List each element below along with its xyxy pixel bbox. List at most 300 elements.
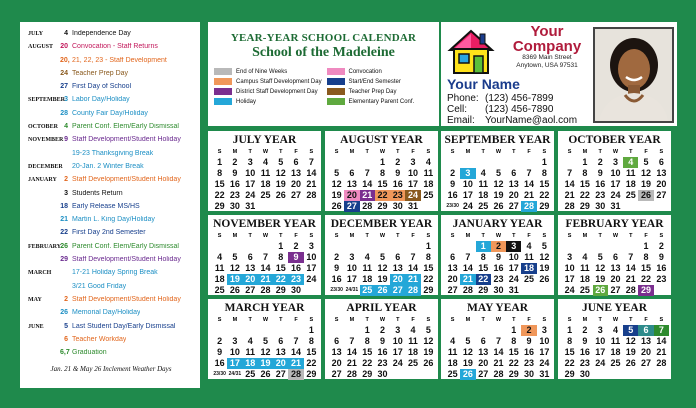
day-cell (593, 241, 608, 252)
day-cell: 6 (612, 252, 618, 262)
day-cell: 3 (410, 157, 416, 167)
weekday-header: S (567, 149, 572, 155)
day-cell: 24 (392, 358, 403, 368)
day-cell: 5 (425, 325, 431, 335)
month-calendar (325, 215, 438, 295)
event-row (28, 110, 194, 123)
day-cell: 26 (375, 285, 390, 296)
weekday-header: T (365, 233, 369, 239)
day-cell (562, 157, 577, 168)
day-cell: 22 (508, 358, 519, 368)
day-grid (329, 317, 436, 380)
weekday-header: F (294, 317, 298, 323)
events-list (28, 30, 194, 362)
weekday-header: S (217, 149, 222, 155)
event-text: Independence Day (72, 30, 131, 37)
month-title: NOVEMBER YEAR (213, 218, 316, 230)
day-cell (521, 157, 536, 168)
weekday-header: F (411, 317, 415, 323)
weekday-header: W (495, 233, 502, 239)
weekday-header: T (598, 149, 602, 155)
day-cell: 12 (260, 347, 271, 357)
event-row (28, 163, 194, 176)
day-cell: 14 (408, 263, 419, 273)
weekday-header: T (279, 233, 283, 239)
day-cell: 14 (524, 179, 535, 189)
weekday-header: S (426, 149, 431, 155)
day-cell: 26 (229, 285, 240, 295)
month-calendar (208, 131, 321, 211)
day-cell: 6 (658, 157, 664, 167)
month-title: MAY YEAR (466, 302, 528, 314)
day-cell: 12 (229, 263, 240, 273)
phone-number: (123) 456-7899 (485, 93, 554, 104)
weekday-header: S (426, 317, 431, 323)
day-cell: 5 (278, 157, 284, 167)
day-cell: 1 (582, 157, 588, 167)
weekday-header: M (349, 317, 355, 323)
weekday-header: T (512, 317, 516, 323)
day-cell: 23 (390, 190, 405, 201)
day-cell: 20 (390, 274, 405, 285)
day-cell: 4 (425, 157, 431, 167)
event-text: Parent Conf. Elem/Early Dismissal (72, 242, 179, 250)
day-cell: 21 (288, 358, 303, 369)
day-cell: 24 (539, 358, 550, 368)
day-cell: 21 (656, 347, 667, 357)
day-cell (212, 241, 227, 252)
weekday-header: W (495, 317, 502, 323)
event-row (28, 176, 194, 189)
day-cell: 12 (423, 336, 434, 346)
day-cell: 9 (379, 336, 385, 346)
calendar-title: YEAR-YEAR SCHOOL CALENDAR (230, 32, 417, 44)
day-cell: 4 (247, 336, 253, 346)
day-cell: 6 (638, 325, 653, 336)
contact-name: Your Name (447, 76, 520, 92)
day-cell: 19 (423, 347, 434, 357)
day-cell: 8 (379, 168, 385, 178)
day-grid (445, 149, 552, 212)
day-cell: 6 (334, 336, 340, 346)
day-cell: 19 (462, 358, 473, 368)
event-day: 2 (64, 176, 68, 184)
day-cell: 13 (447, 263, 458, 273)
day-cell (445, 325, 460, 336)
weekday-header: W (495, 149, 502, 155)
event-row (28, 216, 194, 229)
event-text: Staff Development/Student Holiday (72, 136, 181, 144)
weekday-header: S (309, 149, 314, 155)
day-cell: 26 (593, 285, 608, 296)
day-cell: 26 (423, 358, 434, 368)
month-title: DECEMBER YEAR (330, 218, 433, 230)
day-cell: 11 (610, 336, 621, 346)
month-calendar (558, 299, 671, 379)
event-month: NOVEMBER (28, 137, 64, 144)
event-row (28, 269, 194, 282)
day-cell: 18 (610, 347, 621, 357)
legend-label: Teacher Prep Day (348, 88, 397, 95)
day-cell: 6 (480, 336, 486, 346)
weekday-header: M (582, 317, 588, 323)
event-text: Convocation - Staff Returns (72, 43, 158, 51)
day-cell (445, 241, 460, 252)
weekday-header: M (582, 149, 588, 155)
event-day: 24 (60, 69, 68, 77)
legend-item (214, 68, 323, 75)
weekday-header: W (612, 149, 619, 155)
day-cell: 10 (346, 263, 357, 273)
day-cell (227, 241, 242, 252)
day-cell: 25 (408, 358, 419, 368)
day-cell: 21 (306, 179, 317, 189)
day-cell: 10 (392, 336, 403, 346)
day-cell: 21 (346, 358, 357, 368)
day-cell (227, 325, 242, 336)
day-cell (506, 157, 521, 168)
month-title: JULY YEAR (232, 134, 297, 146)
event-row (28, 283, 194, 296)
day-cell: 9 (526, 336, 532, 346)
house-logo-icon (446, 28, 496, 76)
day-cell: 11 (408, 336, 418, 346)
event-month: JULY (28, 31, 44, 37)
event-day: 22 (60, 229, 68, 237)
day-cell: 11 (260, 168, 271, 178)
day-cell: 17 (595, 347, 606, 357)
day-cell: 22 (579, 190, 590, 200)
day-grid (562, 149, 669, 212)
day-cell: 13 (656, 168, 667, 178)
day-cell: 17 (346, 274, 357, 284)
day-cell: 25 (579, 285, 590, 295)
day-cell: 20 (291, 179, 302, 189)
event-row (28, 229, 194, 242)
day-cell: 19 (275, 179, 286, 189)
day-cell: 5 (262, 336, 268, 346)
day-cell: 27 (275, 369, 286, 379)
day-cell: 12 (493, 179, 504, 189)
event-row (28, 96, 194, 109)
day-cell: 28 (405, 285, 420, 296)
day-cell: 30 (493, 285, 504, 295)
day-cell: 13 (392, 263, 403, 273)
day-cell: 13 (245, 263, 256, 273)
event-day: 18 (60, 202, 68, 210)
day-cell: 20 (331, 358, 342, 368)
day-cell: 15 (275, 263, 286, 273)
day-cell: 2 (395, 157, 401, 167)
event-text: 20-Jan. 2 Winter Break (72, 162, 144, 170)
day-cell: 26 (331, 201, 342, 211)
month-title: MARCH YEAR (224, 302, 305, 314)
day-cell: 24 (508, 274, 519, 284)
day-grid (445, 317, 552, 380)
day-cell: 8 (364, 336, 370, 346)
company-address: 8369 Main Street Anytown, USA 97531 (516, 54, 578, 69)
event-row (28, 70, 194, 83)
legend-label: Elementary Parent Conf. (348, 98, 415, 105)
day-cell: 16 (493, 263, 504, 273)
day-cell: 27 (641, 358, 652, 368)
weekday-header: F (644, 149, 648, 155)
day-cell: 29 (423, 285, 434, 295)
legend-swatch (327, 88, 345, 95)
day-cell: 23/30 (213, 371, 226, 377)
day-cell (460, 241, 475, 252)
weekday-header: M (465, 149, 471, 155)
day-cell: 14 (493, 347, 504, 357)
day-cell: 15 (539, 179, 550, 189)
day-cell: 28 (306, 190, 317, 200)
month-calendar (441, 299, 554, 379)
event-month: JUNE (28, 323, 44, 330)
day-cell: 2 (582, 325, 588, 335)
weekday-header: W (379, 233, 386, 239)
inclement-weather-note: Jan. 21 & May 26 Inclement Weather Days (50, 365, 172, 374)
day-cell: 6 (450, 252, 456, 262)
day-cell: 3 (395, 325, 401, 335)
day-cell: 27 (344, 201, 359, 212)
day-cell: 5 (597, 252, 603, 262)
day-cell: 27 (656, 190, 667, 200)
day-cell: 6 (278, 336, 284, 346)
day-cell: 28 (625, 285, 636, 295)
event-text: Staff Development/Student Holiday (72, 295, 181, 303)
event-row (28, 349, 194, 362)
day-cell: 13 (346, 179, 357, 189)
event-row (28, 123, 194, 136)
month-title: FEBRUARY YEAR (565, 218, 664, 230)
day-cell: 20 (508, 190, 519, 200)
day-cell: 24 (595, 358, 606, 368)
day-cell: 8 (278, 252, 284, 262)
day-cell: 1 (643, 241, 649, 251)
day-cell: 21 (405, 274, 420, 285)
day-cell: 7 (526, 168, 532, 178)
day-cell: 18 (408, 347, 419, 357)
weekday-header: S (542, 149, 547, 155)
weekday-header: M (349, 233, 355, 239)
day-cell: 7 (410, 252, 416, 262)
day-cell: 13 (331, 347, 342, 357)
day-cell: 3 (506, 241, 521, 252)
weekday-header: F (294, 149, 298, 155)
day-cell: 7 (465, 252, 471, 262)
day-cell: 10 (306, 252, 317, 262)
profile-photo (593, 27, 674, 123)
legend-swatch (327, 68, 345, 75)
day-cell: 15 (478, 263, 489, 273)
day-cell: 5 (334, 168, 340, 178)
event-text: Memorial Day/Holiday (72, 309, 141, 317)
business-card-panel (441, 22, 677, 126)
day-cell: 23 (524, 358, 535, 368)
day-cell (212, 325, 227, 336)
weekday-header: S (217, 233, 222, 239)
day-cell: 11 (580, 263, 590, 273)
day-cell: 15 (641, 263, 652, 273)
legend-item (214, 78, 323, 85)
day-cell: 29 (275, 285, 286, 295)
day-cell: 23/30 (446, 203, 459, 209)
day-cell: 10 (229, 347, 240, 357)
event-text: Staff Development/Student Holiday (72, 256, 181, 264)
event-row (28, 323, 194, 336)
day-cell: 2 (232, 157, 238, 167)
day-cell: 13 (291, 168, 302, 178)
event-day: 4 (64, 30, 68, 37)
day-cell: 25 (214, 285, 225, 295)
weekday-header: S (334, 149, 339, 155)
day-cell: 10 (508, 252, 519, 262)
cell-number: (123) 456-7890 (485, 104, 554, 115)
day-cell: 16 (524, 347, 535, 357)
legend-label: End of Nine Weeks (236, 68, 288, 75)
legend-swatch (214, 68, 232, 75)
day-cell (405, 241, 420, 252)
day-cell (562, 241, 577, 252)
weekday-header: S (217, 317, 222, 323)
legend-label: Start/End Semester (348, 78, 401, 85)
event-text: First Day 2nd Semester (72, 229, 146, 237)
day-cell: 10 (408, 168, 419, 178)
legend-item (327, 88, 436, 95)
day-cell: 2 (521, 325, 536, 336)
day-cell: 14 (291, 347, 302, 357)
day-cell: 23 (656, 274, 667, 284)
month-calendar (558, 131, 671, 211)
day-cell: 16 (229, 179, 240, 189)
day-cell: 26 (260, 369, 271, 379)
day-cell: 2 (450, 168, 456, 178)
weekday-header: W (612, 233, 619, 239)
weekday-header: F (644, 233, 648, 239)
weekday-header: W (262, 233, 269, 239)
event-day: 3 (64, 189, 68, 197)
event-day: 3 (64, 96, 68, 104)
legend-swatch (214, 98, 232, 105)
day-cell: 30 (392, 201, 403, 211)
legend-label: Campus Staff Development Day (236, 78, 322, 85)
day-cell: 1 (541, 157, 547, 167)
day-cell: 5 (495, 168, 501, 178)
day-cell: 26 (460, 369, 475, 380)
weekday-header: T (512, 149, 516, 155)
day-cell: 3 (247, 157, 253, 167)
day-cell: 19 (493, 190, 504, 200)
event-day: 20 (60, 43, 68, 51)
event-day: 28 (60, 109, 68, 117)
event-row (28, 190, 194, 203)
weekday-header: M (232, 149, 238, 155)
day-cell: 12 (331, 179, 342, 189)
day-cell: 2 (491, 241, 506, 252)
day-cell: 10 (245, 168, 256, 178)
day-cell: 7 (628, 252, 634, 262)
day-cell: 5 (643, 157, 649, 167)
email-address: YourName@aol.com (485, 115, 578, 126)
weekday-header: W (379, 317, 386, 323)
weekday-header: S (659, 149, 664, 155)
event-row (28, 203, 194, 216)
day-cell: 17 (539, 347, 550, 357)
legend-label: Holiday (236, 98, 257, 105)
event-row (28, 83, 194, 96)
day-cell: 1 (364, 325, 370, 335)
day-cell: 6 (395, 252, 401, 262)
day-cell: 25 (610, 358, 621, 368)
event-row (28, 43, 194, 56)
day-cell: 1 (511, 325, 517, 335)
day-cell: 16 (214, 358, 225, 368)
day-cell: 14 (346, 347, 357, 357)
day-cell: 10 (539, 336, 550, 346)
day-cell: 13 (610, 263, 621, 273)
event-text: County Fair Day/Holiday (72, 109, 148, 117)
weekday-header: T (365, 317, 369, 323)
day-cell: 18 (362, 274, 373, 284)
day-cell (445, 157, 460, 168)
weekday-header: S (542, 317, 547, 323)
event-row (28, 256, 194, 269)
day-cell (460, 157, 475, 168)
day-cell: 8 (582, 168, 588, 178)
day-cell: 13 (641, 336, 652, 346)
day-cell: 25 (360, 285, 375, 296)
day-cell: 11 (478, 179, 488, 189)
weekday-header: M (465, 317, 471, 323)
legend-label: District Staff Development Day (236, 88, 318, 95)
legend-swatch (214, 78, 232, 85)
day-cell: 21 (524, 190, 535, 200)
legend-item (327, 78, 436, 85)
day-cell: 8 (511, 336, 517, 346)
event-day: 26 (60, 309, 68, 317)
event-text: Early Release MS/HS (72, 202, 140, 210)
day-cell (344, 241, 359, 252)
day-cell: 9 (217, 347, 223, 357)
day-cell: 24/31 (345, 287, 359, 293)
day-cell: 27 (245, 285, 256, 295)
day-cell: 3 (567, 252, 573, 262)
day-cell: 20 (656, 179, 667, 189)
day-cell: 9 (288, 252, 303, 263)
month-calendar (441, 215, 554, 295)
legend-item (214, 98, 323, 105)
day-cell: 19 (641, 179, 652, 189)
event-day: 26 (60, 242, 68, 250)
day-cell: 18 (260, 179, 271, 189)
day-cell: 26 (539, 274, 550, 284)
day-cell: 4 (410, 325, 416, 335)
weekday-header: S (309, 317, 314, 323)
day-cell: 9 (658, 252, 664, 262)
day-cell: 1 (308, 325, 314, 335)
day-cell: 31 (408, 201, 419, 211)
day-cell: 27 (478, 369, 489, 379)
day-cell: 22 (641, 274, 652, 284)
day-cell: 16 (331, 274, 342, 284)
day-cell: 25 (524, 274, 535, 284)
day-cell: 23 (288, 274, 303, 285)
day-cell: 8 (643, 252, 649, 262)
legend-swatch (327, 78, 345, 85)
event-month: SEPTEMBER (28, 97, 66, 104)
day-cell: 15 (362, 347, 373, 357)
day-cell: 27 (390, 285, 405, 296)
